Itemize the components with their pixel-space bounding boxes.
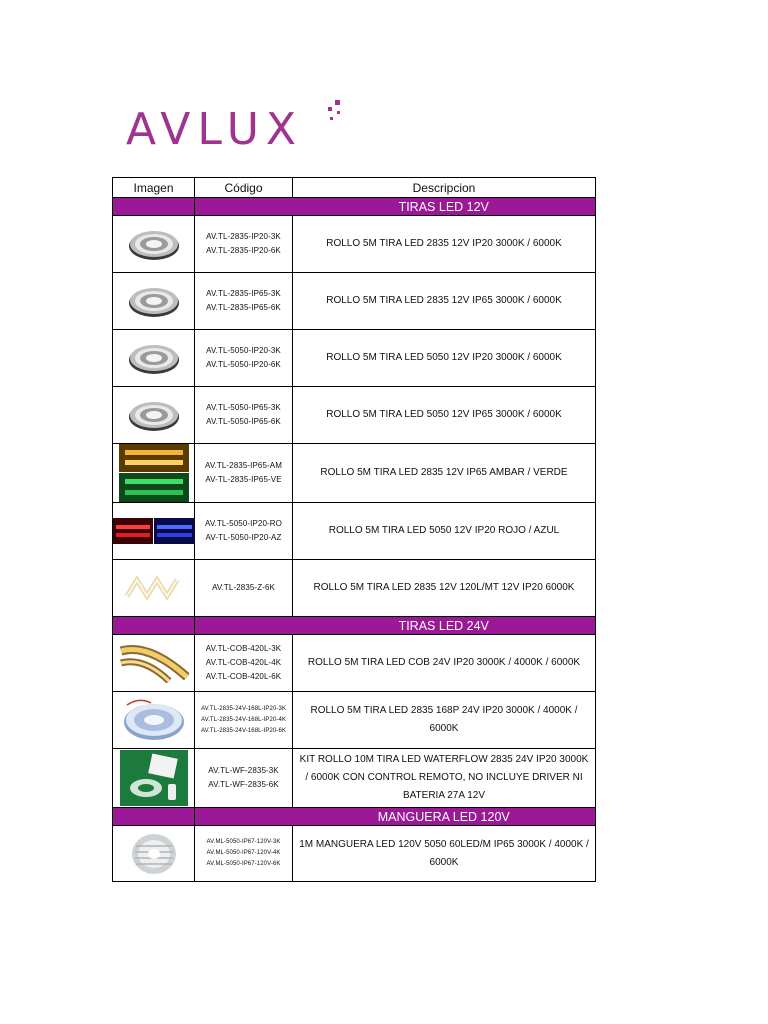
product-codes <box>195 387 293 444</box>
product-description: ROLLO 5M TIRA LED 2835 168P 24V IP20 3000K / 4000K / 6000K <box>310 705 578 734</box>
product-description-cell <box>293 560 596 617</box>
product-image <box>113 330 195 387</box>
product-description: 1M MANGUERA LED 120V 5050 60LED/M IP65 3000K / 4000K / 6000K <box>299 838 589 868</box>
product-row <box>113 273 596 330</box>
product-code: AV-TL-2835-IP65-VE <box>205 475 282 484</box>
product-row <box>113 560 596 617</box>
category-spacer <box>113 617 195 635</box>
product-code: AV.TL-5050-IP65-6K <box>206 417 281 426</box>
product-code: AV.TL-COB-420L-4K <box>205 658 282 667</box>
product-code: AV.TL-2835-24V-168L-IP20-4K <box>200 716 287 723</box>
category-title: TIRAS LED 24V <box>293 617 596 635</box>
header-image: Imagen <box>113 178 195 198</box>
product-row <box>113 692 596 749</box>
product-row <box>113 749 596 808</box>
table-header <box>113 178 596 198</box>
product-description-cell <box>293 635 596 692</box>
product-description: ROLLO 5M TIRA LED 2835 12V IP65 3000K / 6000K <box>326 295 562 306</box>
product-image <box>113 444 195 503</box>
category-row <box>113 808 596 826</box>
category-title: TIRAS LED 12V <box>293 198 596 216</box>
product-description-cell <box>293 444 596 503</box>
product-row <box>113 216 596 273</box>
product-description: ROLLO 5M TIRA LED 2835 12V IP20 3000K / 6000K <box>326 238 562 249</box>
product-code: AV.TL-2835-IP65-6K <box>206 303 281 312</box>
product-image <box>113 560 195 617</box>
product-code: AV.TL-WF-2835-3K <box>208 766 279 775</box>
red-blue-strip-icon <box>113 518 194 544</box>
product-image <box>113 826 195 882</box>
product-image <box>113 273 195 330</box>
product-codes <box>195 635 293 692</box>
logo-wordmark: AVLUX <box>126 104 304 154</box>
avlux-logo <box>124 96 364 154</box>
header-description: Descripcion <box>293 178 596 198</box>
product-code: AV.TL-2835-24V-168L-IP20-6K <box>200 727 287 734</box>
product-row <box>113 330 596 387</box>
product-row <box>113 444 596 503</box>
category-spacer <box>195 808 293 826</box>
product-codes <box>195 749 293 808</box>
product-description: ROLLO 5M TIRA LED 5050 12V IP20 3000K / 6000K <box>326 352 562 363</box>
product-code: AV.TL-5050-IP20-6K <box>206 360 281 369</box>
product-table <box>112 177 596 882</box>
product-image <box>113 216 195 273</box>
product-row <box>113 503 596 560</box>
product-code: AV.TL-5050-IP65-3K <box>206 403 281 412</box>
product-image <box>113 387 195 444</box>
product-image <box>113 692 195 749</box>
product-codes <box>195 216 293 273</box>
product-codes <box>195 560 293 617</box>
product-description-cell <box>293 826 596 882</box>
category-spacer <box>113 198 195 216</box>
product-code: AV.ML-5050-IP67-120V-6K <box>206 861 281 867</box>
category-spacer <box>195 617 293 635</box>
product-codes <box>195 444 293 503</box>
led-reel-icon <box>113 338 194 378</box>
product-code: AV-TL-5050-IP20-AZ <box>205 533 282 542</box>
product-code: AV.TL-2835-IP20-6K <box>206 246 281 255</box>
product-code: AV.TL-COB-420L-3K <box>205 644 282 653</box>
amber-green-strip-icon <box>113 444 194 502</box>
waterflow-kit-icon <box>113 750 194 806</box>
product-description: KIT ROLLO 10M TIRA LED WATERFLOW 2835 24V IP20 3000K / 6000K CON CONTROL REMOTO, NO INCLUYE DRIVER NI BATERIA 27A 12V <box>299 754 589 801</box>
product-codes <box>195 273 293 330</box>
category-spacer <box>113 808 195 826</box>
category-title: MANGUERA LED 120V <box>293 808 596 826</box>
category-row <box>113 198 596 216</box>
product-code: AV.TL-5050-IP20-RO <box>205 519 282 528</box>
product-image <box>113 635 195 692</box>
product-description-cell <box>293 273 596 330</box>
hose-reel-icon <box>113 830 194 878</box>
product-description: ROLLO 5M TIRA LED 5050 12V IP20 ROJO / AZUL <box>328 525 560 536</box>
product-row <box>113 635 596 692</box>
category-spacer <box>195 198 293 216</box>
product-code: AV.TL-2835-Z-6K <box>212 583 275 592</box>
product-image <box>113 749 195 808</box>
product-description-cell <box>293 387 596 444</box>
product-code: AV.TL-COB-420L-6K <box>205 672 282 681</box>
product-code: AV.ML-5050-IP67-120V-3K <box>206 839 281 845</box>
product-code: AV.TL-WF-2835-6K <box>208 780 279 789</box>
product-description-cell <box>293 216 596 273</box>
product-description-cell <box>293 330 596 387</box>
product-code: AV.TL-2835-IP65-3K <box>206 289 281 298</box>
led-reel-icon <box>113 224 194 264</box>
product-description: ROLLO 5M TIRA LED 5050 12V IP65 3000K / 6000K <box>326 409 562 420</box>
product-codes <box>195 826 293 882</box>
product-code: AV.TL-2835-24V-168L-IP20-3K <box>200 705 287 712</box>
product-description-cell <box>293 692 596 749</box>
product-row <box>113 387 596 444</box>
product-description-cell <box>293 749 596 808</box>
cob-strip-icon <box>113 643 194 683</box>
product-code: AV.TL-2835-IP65-AM <box>205 461 282 470</box>
product-row <box>113 826 596 882</box>
product-codes <box>195 692 293 749</box>
product-code: AV.TL-2835-IP20-3K <box>206 232 281 241</box>
product-description-cell <box>293 503 596 560</box>
product-description: ROLLO 5M TIRA LED 2835 12V 120L/MT 12V IP20 6000K <box>313 582 575 593</box>
header-code: Código <box>195 178 293 198</box>
product-code: AV.TL-5050-IP20-3K <box>206 346 281 355</box>
product-codes <box>195 503 293 560</box>
led-reel-icon <box>113 395 194 435</box>
product-description: ROLLO 5M TIRA LED COB 24V IP20 3000K / 4000K / 6000K <box>307 657 581 668</box>
product-code: AV.ML-5050-IP67-120V-4K <box>206 850 281 856</box>
category-row <box>113 617 596 635</box>
led-reel-blue-icon <box>113 695 194 745</box>
product-codes <box>195 330 293 387</box>
product-image <box>113 503 195 560</box>
zigzag-strip-icon <box>113 566 194 610</box>
led-reel-icon <box>113 281 194 321</box>
product-description: ROLLO 5M TIRA LED 2835 12V IP65 AMBAR / VERDE <box>320 467 568 478</box>
